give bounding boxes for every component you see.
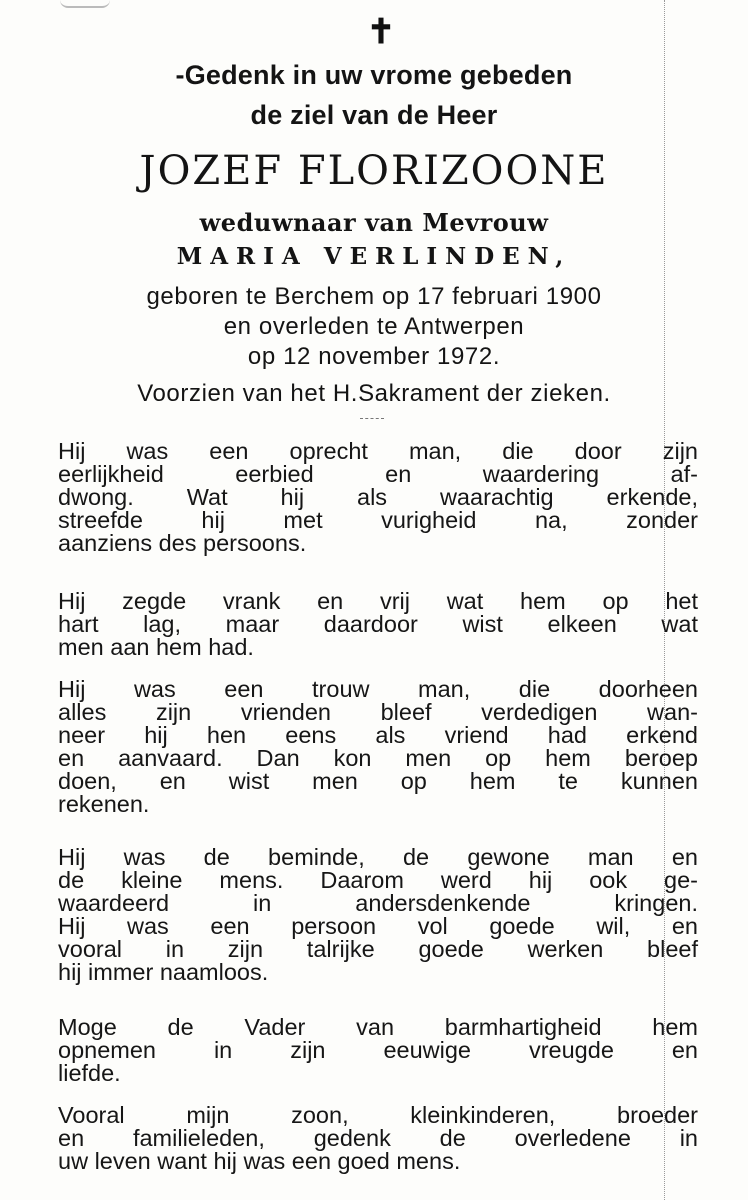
death-date: op 12 november 1972.	[247, 343, 501, 370]
text-line: rekenen.	[58, 791, 150, 817]
text-line: eerlijkheid eerbied en waardering af-	[58, 461, 698, 487]
paragraph-beloved	[58, 846, 698, 984]
text-line: vooral in zijn talrijke goede werken bleef	[58, 936, 698, 962]
text-line: aanziens des persoons.	[58, 530, 307, 556]
text-line: Vooral mijn zoon, kleinkinderen, broeder	[58, 1102, 698, 1128]
text-line: en aanvaard. Dan kon men op hem beroep	[58, 745, 698, 771]
spouse-name: MARIA VERLINDEN,	[176, 243, 572, 270]
remembrance-line: -Gedenk in uw vrome gebeden	[175, 60, 573, 90]
text-line: opnemen in zijn eeuwige vreugde en	[58, 1037, 698, 1063]
text-line: streefde hij met vurigheid na, zonder	[58, 507, 698, 533]
paragraph-frankness	[58, 590, 698, 659]
death-place: en overleden te Antwerpen	[223, 313, 525, 340]
paragraph-family	[58, 1104, 698, 1173]
text-line: en familieleden, gedenk de overledene in	[58, 1125, 698, 1151]
paragraph-prayer	[58, 1016, 698, 1085]
sacrament-line: Voorzien van het H.Sakrament der zieken.	[137, 380, 611, 407]
text-line: Hij was een trouw man, die doorheen	[58, 676, 698, 702]
paragraph-honesty	[58, 440, 698, 555]
spouse-label: weduwnaar van Mevrouw	[199, 208, 549, 237]
deceased-name: JOZEF FLORIZOONE	[139, 148, 609, 194]
text-line: de kleine mens. Daarom werd hij ook ge-	[58, 867, 698, 893]
text-line: waardeerd in andersdenkende kringen.	[58, 890, 698, 916]
text-line: Hij zegde vrank en vrij wat hem op het	[58, 588, 698, 614]
text-line: Hij was een persoon vol goede wil, en	[58, 913, 698, 939]
text-line: hart lag, maar daardoor wist elkeen wat	[58, 611, 698, 637]
cross-icon: ✝	[366, 12, 396, 52]
text-line: doen, en wist men op hem te kunnen	[58, 768, 698, 794]
text-line: hij immer naamloos.	[58, 959, 269, 985]
text-line: dwong. Wat hij als waarachtig erkende,	[58, 484, 698, 510]
text-line: alles zijn vrienden bleef verdedigen wan-	[58, 699, 698, 725]
text-line: neer hij hen eens als vriend had erkend	[58, 722, 698, 748]
text-line: Moge de Vader van barmhartigheid hem	[58, 1014, 698, 1040]
text-line: Hij was de beminde, de gewone man en	[58, 844, 698, 870]
text-line: Hij was een oprecht man, die door zijn	[58, 438, 698, 464]
scan-artifact	[60, 0, 110, 8]
birth-info: geboren te Berchem op 17 februari 1900	[146, 283, 602, 310]
paragraph-loyalty	[58, 678, 698, 816]
text-line: men aan hem had.	[58, 634, 254, 660]
separator-mark	[360, 418, 384, 419]
text-line: uw leven want hij was een goed mens.	[58, 1148, 461, 1174]
text-line: liefde.	[58, 1060, 121, 1086]
soul-line: de ziel van de Heer	[250, 100, 498, 130]
